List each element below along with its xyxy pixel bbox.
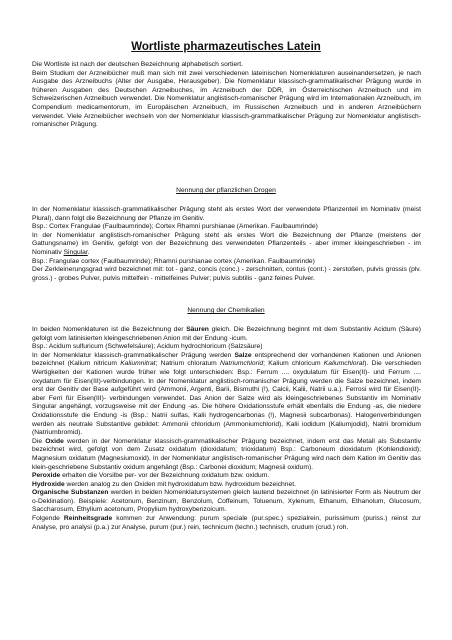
text: . [87, 248, 90, 256]
text: werden in der Nomenklatur klassisch-grammatikalischer Prägung bezeichnet, indem erst das Metall als Substantiv bezeichnet wird, gefolgt von dem Zusatz oxidatum (dioxidatum; trioxidatum) Bsp.: Carboneum dioxidatum (Kohlendioxid); Magnesium oxidatum (Magnesiumoxid). In der Nomenklatur anglistisch-romanischer Prägung wird nach dem Kation im Genitiv das klein-geschriebene Substantiv oxidum angehängt (Bsp.: Carbonei dioxidum; Magnesii oxidum). [32, 437, 421, 471]
paragraph [32, 515, 421, 532]
bold-term: Oxide [45, 437, 64, 445]
text: gleich. Die Bezeichnung beginnt mit dem Substantiv Acidum (Säure) gefolgt vom latinisierten kleingeschriebenen Anion mit der Endung -icum. [32, 326, 421, 342]
text: ). Die verschieden Wertigkeiten der Kationen wurde früher wie folgt unterschieden: Bsp.: Ferrum .... oxydulatum für Eisen(II)- und Ferrum .... oxydatum für Eisen(III)-verbindungen. In der Nomenklatur anglistisch-romanischer Prägung werden die Salze bezeichnet, indem erst der Genitiv der Base aufgeführt wird (Ammonii, Argenti, Barii, Bismuthi (!), Calcii, Kalii, Natrii u.a.). Ferrosi wird für Eisen(II)- aber Ferri für Eisen(III)- verbindungen verwendet. Das Anion der Salze wird als kleingeschriebenes Substantiv im Nominativ Singular angehängt, vorzugsweise mit der Endung -as. Die höhere Oxidationsstufe erhält ebenfalls die Endung -as, die niedere Oxidationsstufe die Endung -is (Bsp.: Natrii sulfas, Kalii hydrogencarbonas (!), Magnesii subcarbonas). Halogenverbindungen werden als neutrale Substantive gebildet: Ammonii chloridum (Ammoniumchlorid), Kalii iodidum (Kaliumjodid), Natrii bromidum (Natriumbromid). [32, 360, 421, 437]
paragraph [32, 481, 421, 490]
paragraph: Bsp.: Cortex Frangulae (Faulbaumrinde); Cortex Rhamni purshianae (Amerikan. Faulbaumrinde) [32, 223, 318, 231]
text: In der Nomenklatur klassisch-grammatikalischer Prägung werden [32, 351, 235, 359]
text: ; Kalium chloricum [263, 360, 324, 368]
paragraph [32, 438, 421, 472]
intro-section [32, 61, 421, 130]
chemicals-section [32, 326, 421, 532]
paragraph: Bsp.: Acidum sulfuricum (Schwefelsäure); Acidum hydrochloricum (Salzsäure) [32, 343, 263, 351]
bold-term: Reinheitsgrade [63, 515, 113, 523]
text: werden in beiden Nomenklatursystemen gleich lautend bezeichnet (in latinisierter Form als Neutrum der o-Deklination). Beispiele: Acetonum, Benzinum, Benzolum, Coffeinum, Toluenum, Xylenum, Ethanum, Ethanolum, Glucosum, Saccharosum, Ethylium acetonum, Propylium hydroxybenzoicum. [32, 489, 421, 514]
intro-paragraph: Die Wortliste ist nach der deutschen Bezeichnung alphabetisch sortiert. [32, 61, 244, 68]
bold-term: Salze [234, 351, 252, 359]
text: entsprechend der vorhandenen Kationen und Anionen bezeichnet (Kalium nitricum [32, 351, 421, 368]
bold-term: Peroxide [32, 472, 61, 480]
paragraph [32, 352, 421, 438]
paragraph: Der Zerkleinerungsgrad wird bezeichnet mit: tot - ganz, concis (conc.) - zerschnitten, contus (cont.) - zerstoßen, pulvis grossis (plv. gross.) - grobes Pulver, pulvis mittelfein - mittelfeines Pulver; pulvis subtilis - ganz feines Pulver. [32, 266, 421, 282]
text: werden analog zu den Oxiden mit hydroxidatum bzw. hydroxidum bezeichnet. [64, 480, 296, 488]
paragraph [32, 232, 421, 258]
section-heading-chemicals: Nennung der Chemikalien [187, 307, 265, 314]
paragraph: In der Nomenklatur klassisch-grammatikalischer Prägung steht als erstes Wort der verwendete Pflanzenteil im Nominativ (meist Plural), dann folgt die Bezeichnung der Pflanze im Genitiv. [32, 206, 421, 222]
bold-term: Organische Substanzen [32, 489, 109, 497]
text: In der Nomenklatur anglistisch-romanischer Prägung steht als erstes Wort die Bezeichnung der Pflanze (meistens der Gattungsname) im Genitiv, gefolgt von der Bezeichnung des verwendeten Pflanzenteils - aber immer kleingeschrieben - im Nominativ [32, 231, 421, 256]
paragraph [32, 326, 421, 343]
text: Folgende [32, 515, 64, 523]
text: ; Natrium chloratum [155, 360, 220, 368]
bold-term: Säuren [186, 326, 209, 333]
paragraph [32, 472, 421, 481]
text: In beiden Nomenklaturen ist die Bezeichnung der [32, 326, 187, 333]
text: kommen zur Anwendung: purum speciale (pur.spec.) spezialrein, purissimum (puriss.) reinst zur Analyse, pro analysi (p.a.) zur Analyse, purum (pur.) rein, technicum (techn.) technisch, crudum (crud.) roh. [32, 515, 421, 531]
paragraph [32, 489, 421, 515]
text: Die [32, 437, 46, 445]
section-heading-plants: Nennung der pflanzlichen Drogen [176, 187, 276, 194]
bold-term: Hydroxide [32, 480, 65, 488]
plants-section [32, 206, 421, 283]
italic-term: Kaliumchlorat [323, 360, 365, 368]
intro-paragraph: Beim Studium der Arzneibücher muß man sich mit zwei verschiedenen lateinischen Nomenklaturen auseinandersetzen, je nach Ausgabe des Arzneibuchs (Alter der Ausgabe, Herausgeber). Die Nomenklatur klassisch-grammatikalischer Prägung wurde in früheren Ausgaben des Deutschen Arzneibuches, im Arzneibuch der DDR, im Österreichischen Arzneibuch und im Schweizerischen Arzneibuch verwendet. Die Nomenklatur anglistisch-romanischer Prägung wird im Internationalen Arzneibuch, im Compendium medicamentorum, im Europäischen Arzneibuch, im Russischen Arzneibuch und in anderen Arzneibüchern verwendet. Viele Arzneibücher wechseln von der Nomenklatur klassisch-grammatikalischer Prägung zur Nomenklatur anglistisch-romanischer Prägung. [32, 69, 421, 129]
underlined-text: Singular [63, 248, 88, 256]
italic-term: Kaliumnitrat [120, 360, 156, 368]
page-title: Wortliste pharmazeutisches Latein [131, 41, 321, 53]
italic-term: Natriumchlorid [219, 360, 264, 368]
paragraph: Bsp.: Frangulae cortex (Faulbaumrinde); Rhamni purshianae cortex (Amerikan. Faulbaumrinde) [32, 257, 315, 265]
text: erhalten die Vorsilbe per- vor der Bezeichnung oxidatum bzw. oxidum. [60, 472, 270, 480]
